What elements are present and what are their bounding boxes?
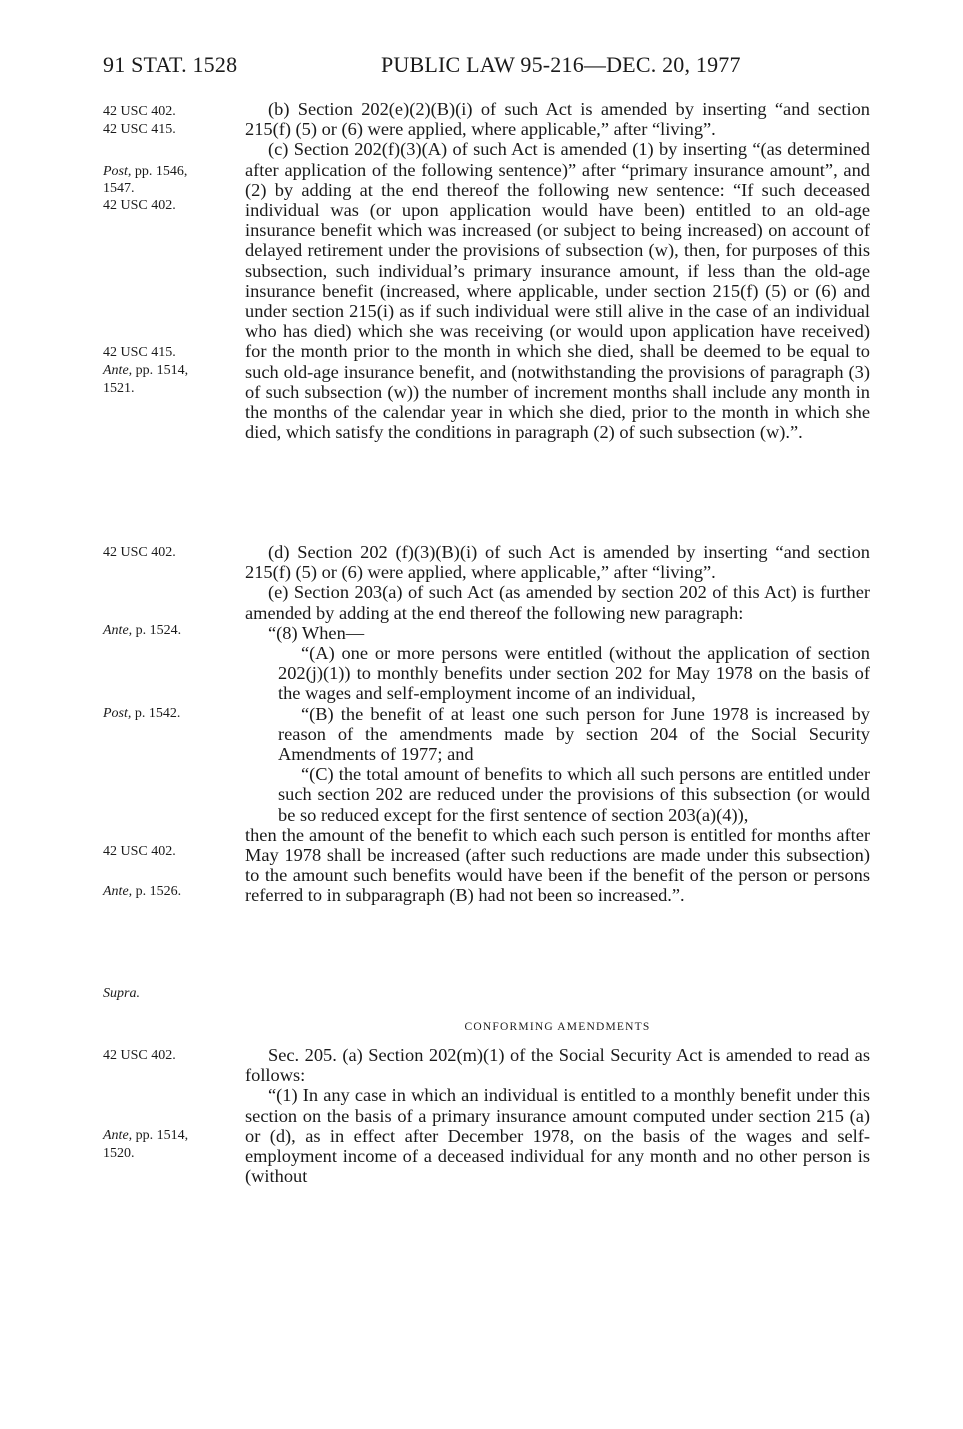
body-block-sec205 xyxy=(245,1045,870,1186)
section-205: Sec. 205. (a) Section 202(m)(1) of the Social Security Act is amended to read as follows: xyxy=(245,1045,870,1086)
margin-note-italic: Post, xyxy=(103,706,132,721)
margin-note: 42 USC 402. xyxy=(103,1048,176,1063)
margin-note-text: p. 1542. xyxy=(131,706,181,721)
body-block-d-C xyxy=(245,542,870,906)
margin-note-text: p. 1524. xyxy=(132,623,182,638)
margin-note-italic: Ante, xyxy=(103,623,133,638)
margin-note: 42 USC 402. xyxy=(103,198,176,213)
paragraph-A: “(A) one or more persons were entitled (without the application of section 202(j)(1)) to monthly benefits under section 202 for May 1978 on the basis of the wages and self-employment income of an individual, xyxy=(278,643,870,704)
statute-page-number: 91 STAT. 1528 xyxy=(103,52,238,77)
paragraph-then: then the amount of the benefit to which each such person is entitled for months after May 1978 shall be increased (after such reductions are made under this subsection) to the amount such benefits would have been if the benefit of the person or persons referred to in subparagraph (B) had not been so increased.”. xyxy=(245,824,870,906)
paragraph-d: (d) Section 202 (f)(3)(B)(i) of such Act is amended by inserting “and section 215(f) (5) or (6) were applied, where applicable,” after “living”. xyxy=(245,542,870,583)
margin-note: 1520. xyxy=(103,1146,135,1161)
margin-note-italic: Supra. xyxy=(103,986,140,1001)
margin-note xyxy=(103,985,233,1002)
body-block-b-c xyxy=(245,99,870,442)
paragraph-b: (b) Section 202(e)(2)(B)(i) of such Act is amended by inserting “and section 215(f) (5) or (6) were applied, where applicable,” after “living”. xyxy=(245,99,870,140)
margin-note: 42 USC 415. xyxy=(103,122,176,137)
margin-note-text: pp. 1514, xyxy=(132,363,189,378)
margin-note-text: p. 1526. xyxy=(132,884,182,899)
margin-note xyxy=(103,705,233,722)
margin-note xyxy=(103,1127,233,1144)
margin-note: 42 USC 402. xyxy=(103,545,176,560)
margin-note: 1521. xyxy=(103,381,135,396)
section-heading: CONFORMING AMENDMENTS xyxy=(464,1021,651,1033)
paragraph-8: “(8) When— xyxy=(268,622,365,643)
paragraph-1: “(1) In any case in which an individual is entitled to a monthly benefit under this section on the basis of a primary insurance amount computed under section 215 (a) or (d), as in effect after December 1978, on the basis of the wages and self-employment income of a deceased individual for any month and no other person is (without xyxy=(245,1085,870,1187)
paragraph-B: “(B) the benefit of at least one such person for June 1978 is increased by reason of the amendments made by section 204 of the Social Security Amendments of 1977; and xyxy=(278,703,870,765)
paragraph-c: (c) Section 202(f)(3)(A) of such Act is amended (1) by inserting “(as determined after application of the following sentence)” after “primary insurance amount”, and (2) by adding at the end thereof the following new sentence: “If such deceased individual was (or upon application would have been) entitled to an old-age insurance benefit which was increased (or subject to being increased) on account of delayed retirement under the provisions of subsection (w), then, for purposes of this subsection, such individual’s primary insurance amount, if less than the old-age insurance benefit (increased, where applicable, under section 215(f) (5) or (6) and under section 215(i) as if such individual were still alive in the case of an individual who has died) which she was receiving (or would upon application have received) for the month prior to the month in which she died, shall be deemed to be equal to such old-age insurance benefit, and (notwithstanding the provisions of paragraph (3) of such subsection (w)) the number of increment months shall include any month in the months of the calendar year in which she died, prior to the month in which she died, which satisfy the conditions in paragraph (2) of such subsection (w).”. xyxy=(245,139,870,443)
margin-note: 42 USC 402. xyxy=(103,844,176,859)
margin-note-italic: Post, xyxy=(103,164,132,179)
public-law-title: PUBLIC LAW 95-216—DEC. 20, 1977 xyxy=(381,52,741,77)
margin-note xyxy=(103,362,233,379)
margin-note-italic: Ante, xyxy=(103,884,133,899)
margin-note-italic: Ante, xyxy=(103,363,133,378)
margin-note: 42 USC 415. xyxy=(103,345,176,360)
paragraph-C: “(C) the total amount of benefits to which all such persons are entitled under such section 202 are reduced under the provisions of this subsection (or would be so reduced except for the first sentence of section 203(a)(4)), xyxy=(278,764,870,825)
margin-note xyxy=(103,163,233,180)
margin-note xyxy=(103,622,233,639)
paragraph-e: (e) Section 203(a) of such Act (as amended by section 202 of this Act) is further amended by adding at the end thereof the following new paragraph: xyxy=(245,582,870,623)
margin-note xyxy=(103,883,233,900)
margin-note-italic: Ante, xyxy=(103,1128,133,1143)
margin-note: 42 USC 402. xyxy=(103,104,176,119)
margin-note-text: pp. 1514, xyxy=(132,1128,189,1143)
margin-note: 1547. xyxy=(103,181,135,196)
margin-note-text: pp. 1546, xyxy=(131,164,188,179)
page-header xyxy=(103,52,870,82)
